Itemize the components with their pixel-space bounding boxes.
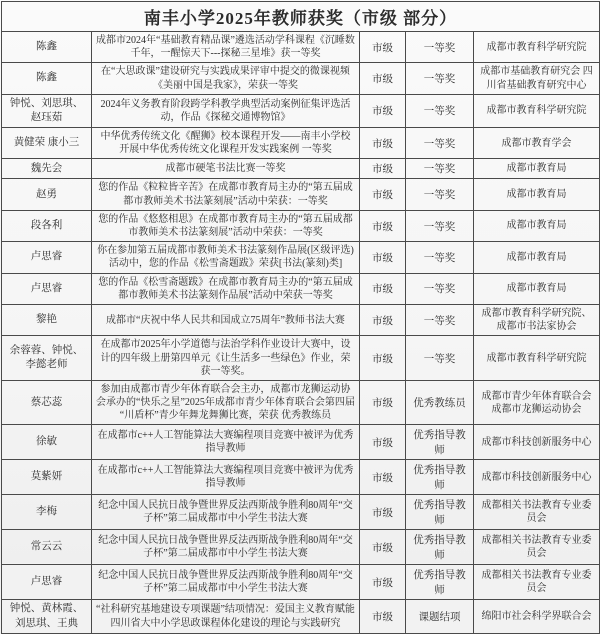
cell-award-description: 纪念中国人民抗日战争暨世界反法西斯战争胜利80周年“交子杯”第二届成都市中小学生书法大赛: [92, 530, 360, 565]
cell-level: 市级: [360, 425, 406, 460]
cell-teacher-names: 李梅: [2, 495, 92, 530]
cell-award-description: “社科研究基地建设专项课题”结项情况：爱国主义教育赋能四川省大中小学思政课程体化建设的理论与实践研究: [92, 600, 360, 633]
cell-awarding-organization: 成都市教育科学研究院: [474, 336, 600, 381]
cell-awarding-organization: 成都市科技创新服务中心: [474, 425, 600, 460]
cell-award-type: 一等奖: [406, 63, 474, 94]
cell-level: 市级: [360, 530, 406, 565]
cell-award-type: 优秀教练员: [406, 380, 474, 425]
cell-awarding-organization: 成都相关书法教育专业委员会: [474, 495, 600, 530]
cell-level: 市级: [360, 380, 406, 425]
cell-level: 市级: [360, 179, 406, 210]
cell-level: 市级: [360, 600, 406, 633]
cell-awarding-organization: 成都市青少年体育联合会 成都市龙狮运动协会: [474, 380, 600, 425]
cell-level: 市级: [360, 336, 406, 381]
cell-level: 市级: [360, 94, 406, 127]
cell-awarding-organization: 成都市教育局: [474, 242, 600, 273]
cell-level: 市级: [360, 63, 406, 94]
cell-award-type: 一等奖: [406, 128, 474, 159]
cell-award-description: 成都市硬笔书法比赛一等奖: [92, 159, 360, 179]
cell-teacher-names: 卢思睿: [2, 242, 92, 273]
cell-level: 市级: [360, 495, 406, 530]
cell-award-type: 一等奖: [406, 210, 474, 241]
table-row: [2, 565, 600, 600]
table-row: [2, 210, 600, 241]
cell-awarding-organization: 成都市教育局: [474, 179, 600, 210]
cell-award-description: 中华优秀传统文化《醒狮》校本课程开发——南丰小学校开展中华优秀传统文化课程开发实践案例 一等奖: [92, 128, 360, 159]
cell-level: 市级: [360, 128, 406, 159]
cell-award-description: 成都市“庆祝中华人民共和国成立75周年”教师书法大赛: [92, 304, 360, 335]
table-row: [2, 179, 600, 210]
cell-award-description: 纪念中国人民抗日战争暨世界反法西斯战争胜利80周年“交子杯”第二届成都市中小学生书法大赛: [92, 495, 360, 530]
cell-level: 市级: [360, 242, 406, 273]
table-row: [2, 495, 600, 530]
cell-award-type: 一等奖: [406, 336, 474, 381]
page-title: 南丰小学2025年教师获奖（市级 部分）: [2, 2, 600, 32]
cell-teacher-names: 徐敏: [2, 425, 92, 460]
cell-teacher-names: 卢思睿: [2, 273, 92, 304]
table-row: [2, 159, 600, 179]
table-row: [2, 304, 600, 335]
cell-awarding-organization: 成都相关书法教育专业委员会: [474, 565, 600, 600]
cell-level: 市级: [360, 210, 406, 241]
cell-level: 市级: [360, 159, 406, 179]
table-row: [2, 530, 600, 565]
cell-award-description: 在成都市c++人工智能算法大赛编程项目竞赛中被评为优秀指导教师: [92, 425, 360, 460]
title-row: [2, 2, 600, 32]
cell-award-description: 您的作品《松雪斋题跋》在成都市教育局主办的“第五届成都市教师美术书法篆刻作品展”活动中荣获一等奖: [92, 273, 360, 304]
cell-award-type: 一等奖: [406, 94, 474, 127]
cell-level: 市级: [360, 565, 406, 600]
cell-level: 市级: [360, 304, 406, 335]
cell-teacher-names: 黎艳: [2, 304, 92, 335]
cell-award-description: 在成都市2025年小学道德与法治学科作业设计大赛中，设计的四年级上册第四单元《让生活多一些绿色》作业，荣获一等奖。: [92, 336, 360, 381]
cell-award-description: 成都市2024年“基础教育精品课”遴选活动学科课程《沉睡数千年，一醒惊天下---探秘三星堆》获一等奖: [92, 32, 360, 63]
table-row: [2, 32, 600, 63]
cell-teacher-names: 陈鑫: [2, 32, 92, 63]
cell-teacher-names: 卢思睿: [2, 565, 92, 600]
cell-teacher-names: 段各利: [2, 210, 92, 241]
cell-teacher-names: 陈鑫: [2, 63, 92, 94]
table-row: [2, 94, 600, 127]
cell-award-type: 一等奖: [406, 159, 474, 179]
cell-award-description: 在“大思政课”建设研究与实践成果评审中提交的微课视频《美丽中国是我家》，荣获一等奖: [92, 63, 360, 94]
cell-award-description: 您的作品《悠悠相思》在成都市教育局主办的“第五届成都市教师美术书法篆刻展”活动中荣获：一等奖: [92, 210, 360, 241]
cell-award-type: 优秀指导教师: [406, 495, 474, 530]
cell-awarding-organization: 成都市基础教育研究会 四川省基础教育研究中心: [474, 63, 600, 94]
cell-teacher-names: 蔡芯蕊: [2, 380, 92, 425]
cell-award-description: 您的作品《粒粒皆辛苦》在成都市教育局主办的“第五届成都市教师美术书法篆刻展”活动中荣获：一等奖: [92, 179, 360, 210]
cell-level: 市级: [360, 32, 406, 63]
table-row: [2, 380, 600, 425]
cell-award-type: 一等奖: [406, 304, 474, 335]
cell-awarding-organization: 成都市教育局: [474, 273, 600, 304]
cell-teacher-names: 赵勇: [2, 179, 92, 210]
table-row: [2, 425, 600, 460]
cell-award-description: 参加由成都市青少年体育联合会主办，成都市龙狮运动协会承办的“快乐之星”2025年成都市青少年体育联合会第四届“川盾杯”青少年舞龙舞狮比赛，荣获 优秀教练员: [92, 380, 360, 425]
cell-awarding-organization: 成都市教育科学研究院: [474, 32, 600, 63]
cell-awarding-organization: 成都市教育科学研究院、成都市书法家协会: [474, 304, 600, 335]
cell-award-type: 一等奖: [406, 242, 474, 273]
table-row: [2, 273, 600, 304]
cell-teacher-names: 钟悦、黄林霞、刘思琪、王典: [2, 600, 92, 633]
cell-awarding-organization: 成都相关书法教育专业委员会: [474, 530, 600, 565]
cell-teacher-names: 莫紫妍: [2, 460, 92, 495]
table-row: [2, 63, 600, 94]
cell-teacher-names: 黄健荣 康小三: [2, 128, 92, 159]
teacher-award-table: [1, 1, 600, 634]
table-row: [2, 242, 600, 273]
table-row: [2, 600, 600, 633]
cell-teacher-names: 常云云: [2, 530, 92, 565]
cell-award-type: 优秀指导教师: [406, 460, 474, 495]
cell-award-type: 一等奖: [406, 32, 474, 63]
cell-teacher-names: 钟悦、刘思琪、赵珏茹: [2, 94, 92, 127]
cell-awarding-organization: 成都市教育局: [474, 159, 600, 179]
table-row: [2, 460, 600, 495]
table-body: [2, 32, 600, 634]
table-row: [2, 336, 600, 381]
cell-award-type: 优秀指导教师: [406, 530, 474, 565]
cell-award-description: 你在参加第五届成都市教师美术书法篆刻作品展(区级评选)活动中，您的作品《松雪斋题跋》荣获[书法(篆刻)类]: [92, 242, 360, 273]
cell-awarding-organization: 绵阳市社会科学界联合会: [474, 600, 600, 633]
cell-award-type: 一等奖: [406, 273, 474, 304]
cell-award-description: 纪念中国人民抗日战争暨世界反法西斯战争胜利80周年“交子杯”第二届成都市中小学生书法大赛: [92, 565, 360, 600]
cell-award-type: 课题结项: [406, 600, 474, 633]
cell-level: 市级: [360, 273, 406, 304]
cell-awarding-organization: 成都市科技创新服务中心: [474, 460, 600, 495]
cell-award-type: 优秀指导教师: [406, 425, 474, 460]
cell-award-description: 在成都市c++人工智能算法大赛编程项目竞赛中被评为优秀指导教师: [92, 460, 360, 495]
cell-awarding-organization: 成都市教育局: [474, 210, 600, 241]
table-row: [2, 128, 600, 159]
cell-awarding-organization: 成都市教育科学研究院: [474, 94, 600, 127]
cell-teacher-names: 余蓉蓉、钟悦、李懿老师: [2, 336, 92, 381]
cell-teacher-names: 魏先会: [2, 159, 92, 179]
cell-award-type: 优秀指导教师: [406, 565, 474, 600]
cell-award-type: 一等奖: [406, 179, 474, 210]
cell-award-description: 2024年义务教育阶段跨学科教学典型活动案例征集评选活动，作品《探秘交通博物馆》: [92, 94, 360, 127]
cell-awarding-organization: 成都市教育学会: [474, 128, 600, 159]
cell-level: 市级: [360, 460, 406, 495]
